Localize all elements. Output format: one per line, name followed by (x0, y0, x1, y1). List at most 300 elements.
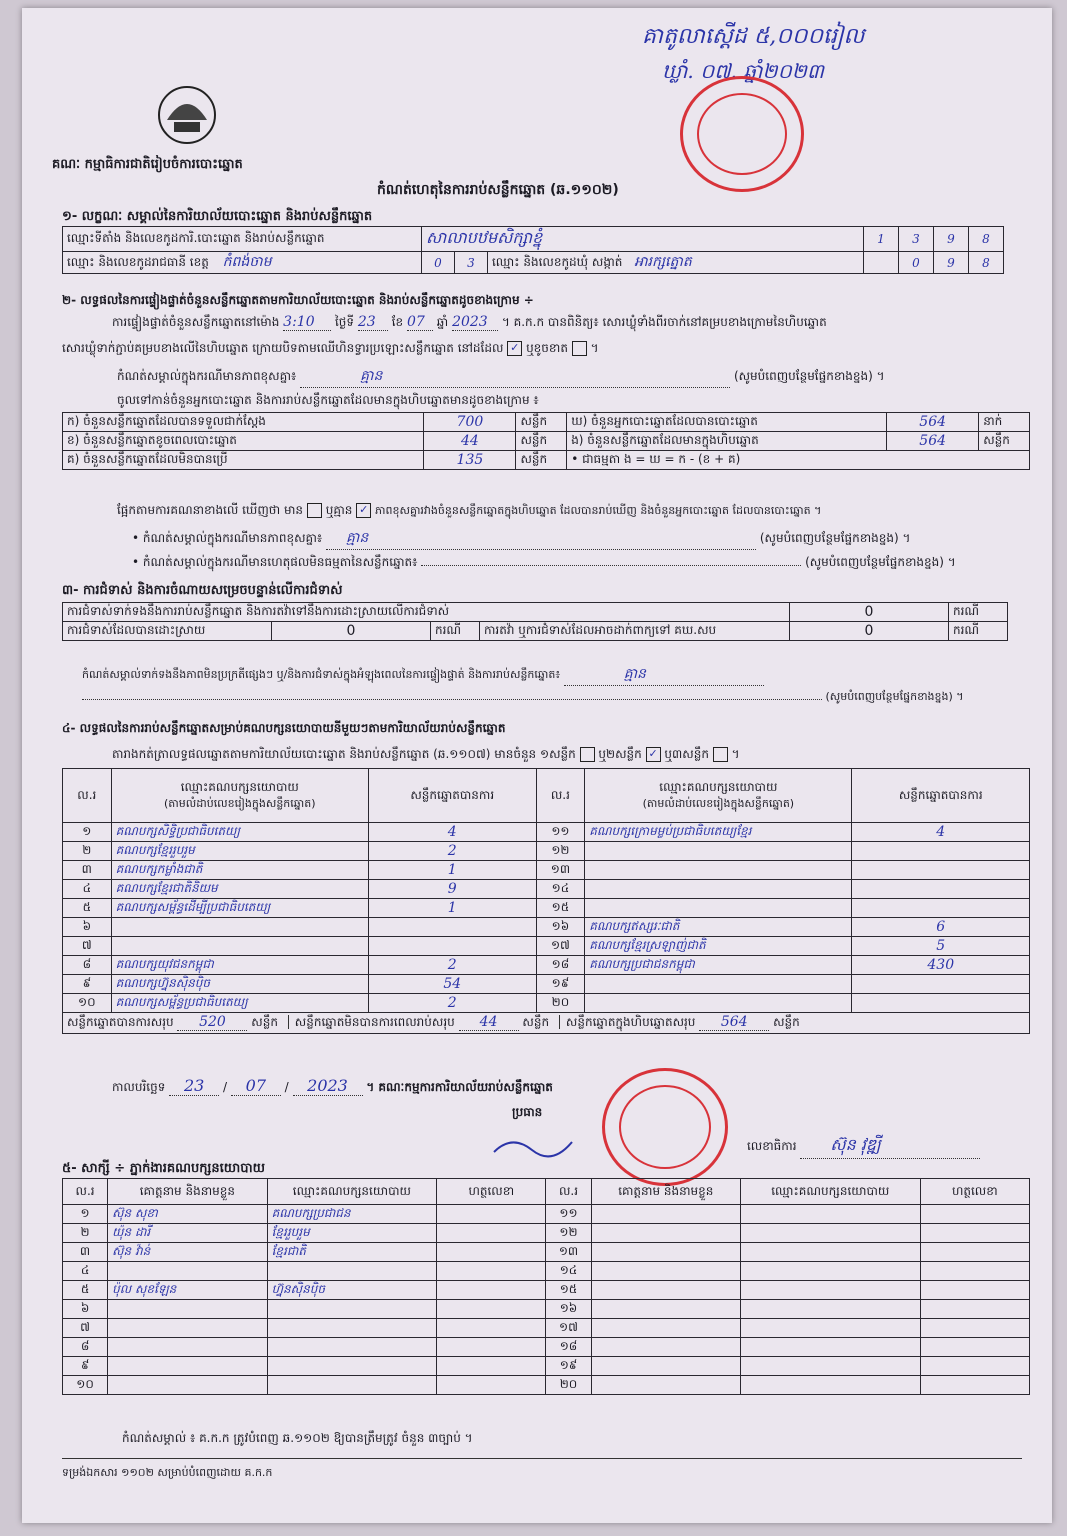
total-box-value: 564 (699, 1014, 769, 1031)
results-col-party-left (111, 769, 368, 823)
section5-title: ៥- សាក្សី ÷ ភ្នាក់ងារគណបក្សនយោបាយ (62, 1161, 265, 1176)
witness-col-no-right: ល.រ (546, 1179, 591, 1205)
witness-no: ១០ (63, 1376, 108, 1395)
witness-name (591, 1300, 740, 1319)
witness-party: ខ្មែររួបរួម (267, 1224, 437, 1243)
result-votes: 1 (368, 861, 536, 880)
result-date-day: 23 (169, 1076, 219, 1096)
count-b-label: ខ) ចំនួនសន្លឹកឆ្នោតខូចពេលបោះឆ្នោត (63, 432, 424, 451)
results-col-party-right (585, 769, 852, 823)
irregularity-note-value: គ្មាន (564, 664, 764, 686)
result-votes: 2 (368, 956, 536, 975)
result-votes: 5 (852, 937, 1030, 956)
count-d-label: ឃ) ចំនួនអ្នកបោះឆ្នោតដែលបានបោះឆ្នោត (567, 413, 887, 432)
result-votes: 9 (368, 880, 536, 899)
seal-text: សោរឃ្លុំទាក់ភ្ជាប់គម្របខាងលើនៃហិបឆ្នោត ក្រោយបិទតាមឈើហិនទ្វារប្រឡោះសន្លឹកឆ្នោត នៅដដែល (62, 341, 504, 355)
witness-signature (920, 1376, 1029, 1395)
result-votes (852, 861, 1030, 880)
damaged-label: ឬខូចខាត (526, 341, 568, 355)
section4-title: ៤- លទ្ធផលនៃការរាប់សន្លឹកឆ្នោតសម្រាប់គណបក្សនយោបាយនីមួយៗតាមការិយាល័យរាប់សន្លឹកឆ្នោត (62, 721, 506, 735)
appeal-label: ការតវ៉ា ឬការជំទាស់ដែលអាចដាក់ពាក្យទៅ គឃ.សប (480, 622, 790, 641)
witness-name (591, 1281, 740, 1300)
calculation-none-label: ឬគ្មាន (325, 503, 353, 517)
witness-party (267, 1376, 437, 1395)
witness-no: ៧ (63, 1319, 108, 1338)
witness-name: យ៉ុន ដារី (108, 1224, 267, 1243)
witness-no: ២០ (546, 1376, 591, 1395)
witness-party (741, 1319, 921, 1338)
commune-code-empty (864, 252, 899, 274)
total-box-unit: សន្លឹក (773, 1015, 800, 1029)
witness-signature (437, 1357, 546, 1376)
calculation-result-row (117, 502, 821, 520)
witness-table (62, 1178, 1030, 1395)
witness-no: ១៩ (546, 1357, 591, 1376)
irregularity-note-line (82, 699, 822, 700)
result-party-name: គណបក្សសម្ព័ន្ធប្រជាធិបតេយ្យ (111, 994, 368, 1013)
secretary-name: ស៊ុន វុឌ្ឍី (800, 1134, 980, 1159)
footer-divider (62, 1458, 1022, 1459)
complaints-row1-value: 0 (790, 603, 949, 622)
footnote: កំណត់សម្គាល់ ៖ គ.ក.ក ត្រូវបំពេញ ឆ.១១០២ ឱ្យបានត្រឹមត្រូវ ចំនួន ៣ច្បាប់ ។ (122, 1431, 473, 1445)
count-e-value: 564 (887, 432, 979, 451)
results-row (63, 994, 1030, 1013)
witness-name (108, 1357, 267, 1376)
witness-signature (437, 1243, 546, 1262)
witness-signature (920, 1262, 1029, 1281)
result-party-name (111, 918, 368, 937)
witness-party (741, 1205, 921, 1224)
results-row (63, 975, 1030, 994)
witness-no: ១៦ (546, 1300, 591, 1319)
result-party-name (111, 937, 368, 956)
witness-party (267, 1262, 437, 1281)
discrepancy-note-hint: (សូមបំពេញបន្ថែមផ្នែកខាងខ្នង) ។ (733, 369, 885, 383)
section3-title: ៣- ការជំទាស់ និងការចំណាយសម្រេចបន្ទាន់លើការជំទាស់ (62, 583, 343, 598)
irregularity-note-row2 (82, 690, 1032, 706)
witness-signature (920, 1224, 1029, 1243)
witness-no: ៣ (63, 1243, 108, 1262)
verification-year-label: ឆ្នាំ (436, 315, 449, 329)
witness-row (63, 1262, 1030, 1281)
verification-month-label: ខែ (391, 315, 404, 329)
count-a-value: 700 (424, 413, 516, 432)
result-party-name: គណបក្សខ្មែររួបរួម (111, 842, 368, 861)
result-no: ២០ (536, 994, 585, 1013)
section1-table (62, 226, 1004, 274)
province-code-2: 3 (455, 252, 488, 274)
witness-party (267, 1357, 437, 1376)
discrepancy-note-label: កំណត់សម្គាល់ក្នុងករណីមានភាពខុសគ្នា៖ (117, 369, 297, 383)
witness-no: ១៤ (546, 1262, 591, 1281)
result-no: ៩ (63, 975, 112, 994)
result-no: ១៨ (536, 956, 585, 975)
witness-party (741, 1300, 921, 1319)
result-party-name (585, 861, 852, 880)
abnormal-note-line (421, 565, 801, 566)
witness-signature (437, 1376, 546, 1395)
discrepancy-note-value: គ្មាន (300, 366, 730, 388)
witness-signature (437, 1300, 546, 1319)
witness-row (63, 1338, 1030, 1357)
commune-code-3: 8 (969, 252, 1004, 274)
result-votes: 4 (852, 823, 1030, 842)
checkbox-has-difference[interactable] (307, 503, 322, 518)
witness-col-name-right: គោត្តនាម និងនាមខ្លួន (591, 1179, 740, 1205)
irregularity-note-row (82, 664, 1032, 686)
secretary-row (747, 1134, 980, 1159)
verification-day: 23 (358, 314, 388, 331)
result-no: ១៩ (536, 975, 585, 994)
two-sheets-label: ឬ២សន្លឹក (598, 747, 642, 761)
checkbox-no-difference[interactable]: ✓ (356, 503, 371, 518)
result-votes (368, 918, 536, 937)
result-party-name: គណបក្សខ្មែរជាតិនិយម (111, 880, 368, 899)
abnormal-note-row (132, 554, 1012, 572)
result-no: ១០ (63, 994, 112, 1013)
witness-no: ៨ (63, 1338, 108, 1357)
witness-name (591, 1376, 740, 1395)
count-a-label: ក) ចំនួនសន្លឹកឆ្នោតដែលបានទទួលជាក់ស្ដែង (63, 413, 424, 432)
witness-col-no-left: ល.រ (63, 1179, 108, 1205)
results-row (63, 937, 1030, 956)
witness-name (108, 1262, 267, 1281)
witness-name (108, 1338, 267, 1357)
commune-label: ឈ្មោះ និងលេខកូដឃុំ សង្កាត់ (492, 255, 623, 269)
total-box-label: សន្លឹកឆ្នោតក្នុងហិបឆ្នោតសរុប (559, 1015, 696, 1029)
results-row (63, 918, 1030, 937)
document-page (22, 8, 1052, 1523)
irregularity-note-hint: (សូមបំពេញបន្ថែមផ្នែកខាងខ្នង) ។ (825, 690, 964, 703)
witness-signature (437, 1319, 546, 1338)
results-row (63, 956, 1030, 975)
verification-day-label: ថ្ងៃទី (335, 315, 355, 329)
witness-no: ១៣ (546, 1243, 591, 1262)
count-c-label: គ) ចំនួនសន្លឹកឆ្នោតដែលមិនបានប្រើ (63, 451, 424, 470)
secretary-label: លេខាធិការ (747, 1139, 797, 1153)
result-party-name: គណបក្សក្រោមម្លប់ប្រជាធិបតេយ្យខ្មែរ (585, 823, 852, 842)
count-d-unit: នាក់ (979, 413, 1030, 432)
province-value: កំពង់ចាម (222, 254, 272, 270)
witness-row (63, 1357, 1030, 1376)
witness-col-name-left: គោត្តនាម និងនាមខ្លួន (108, 1179, 267, 1205)
commune-value: អារក្សត្នោត (634, 254, 692, 270)
results-row (63, 861, 1030, 880)
result-party-name (585, 975, 852, 994)
witness-signature (920, 1338, 1029, 1357)
witness-party (267, 1338, 437, 1357)
result-votes (852, 994, 1030, 1013)
witness-signature (920, 1243, 1029, 1262)
total-invalid-label: សន្លឹកឆ្នោតមិនបានការពេលរាប់សរុប (288, 1015, 455, 1029)
count-b-value: 44 (424, 432, 516, 451)
commune-code-1: 0 (899, 252, 934, 274)
result-date-month: 07 (231, 1076, 281, 1096)
result-date-label: កាលបរិច្ឆេទ (112, 1080, 166, 1094)
witness-no: ១៧ (546, 1319, 591, 1338)
witness-no: ៦ (63, 1300, 108, 1319)
province-code-1: 0 (422, 252, 455, 274)
count-intro: ចូលទៅកាន់ចំនួនអ្នកបោះឆ្នោត និងការរាប់សន្លឹកឆ្នោតដែលមានក្នុងហិបឆ្នោតមានដូចខាងក្រោម ៖ (117, 393, 539, 407)
witness-party (741, 1281, 921, 1300)
result-no: ៥ (63, 899, 112, 918)
result-no: ១៧ (536, 937, 585, 956)
witness-party: គណបក្សប្រជាជន (267, 1205, 437, 1224)
results-table (62, 768, 1030, 1034)
total-invalid-unit: សន្លឹក (522, 1015, 550, 1029)
witness-name: ស៊ុន វ៉ាន់ (108, 1243, 267, 1262)
witness-name (591, 1338, 740, 1357)
result-party-name: គណបក្សខ្មែរស្រឡាញ់ជាតិ (585, 937, 852, 956)
witness-row (63, 1205, 1030, 1224)
count-c-unit: សន្លឹក (516, 451, 567, 470)
witness-row (63, 1300, 1030, 1319)
witness-name (108, 1319, 267, 1338)
witness-name (591, 1357, 740, 1376)
difference-note-value: គ្មាន (326, 528, 756, 550)
result-votes: 6 (852, 918, 1030, 937)
difference-note-label: • កំណត់សម្គាល់ក្នុងករណីមានភាពខុសគ្នា៖ (132, 531, 323, 545)
witness-name: ស៊ុន សុខា (108, 1205, 267, 1224)
checkbox-same[interactable]: ✓ (507, 341, 522, 356)
results-col-no-left: ល.រ (63, 769, 112, 823)
appeal-value: 0 (790, 622, 949, 641)
section1-title: ១- លក្ខណៈ សម្គាល់នៃការិយាល័យបោះឆ្នោត និងរាប់សន្លឹកឆ្នោត (62, 209, 373, 224)
witness-name (108, 1300, 267, 1319)
results-row (63, 899, 1030, 918)
witness-signature (437, 1205, 546, 1224)
results-totals-row (63, 1013, 1030, 1034)
result-votes (852, 899, 1030, 918)
result-date-year: 2023 (293, 1076, 363, 1096)
verification-line2: សោរឃ្លុំទាក់ភ្ជាប់គម្របខាងលើនៃហិបឆ្នោត ក្រោយបិទតាមឈើហិនទ្វារប្រឡោះសន្លឹកឆ្នោត នៅដដែល ✓ ឬខូចខាត ។ (62, 341, 599, 355)
result-party-name: គណបក្សហ្វ៊ុនស៊ិនប៉ិច (111, 975, 368, 994)
witness-row (63, 1243, 1030, 1262)
tally-sheet-row: តារាងកត់ត្រាលទ្ធផលឆ្នោតតាមការិយាល័យបោះឆ្នោត និងរាប់សន្លឹកឆ្នោត (ឆ.១១០៧) មានចំនួន ១សន្លឹក ឬ២សន្លឹក ✓ ឬ៣សន្លឹក ។ (112, 747, 740, 761)
location-code-3: 9 (934, 227, 969, 252)
witness-party: ហ្វ៊ុនស៊ិនប៉ិច (267, 1281, 437, 1300)
count-e-unit: សន្លឹក (979, 432, 1030, 451)
witness-row (63, 1319, 1030, 1338)
witness-no: ១៨ (546, 1338, 591, 1357)
count-e-label: ង) ចំនួនសន្លឹកឆ្នោតដែលមានក្នុងហិបឆ្នោត (567, 432, 887, 451)
witness-signature (437, 1338, 546, 1357)
witness-signature (437, 1224, 546, 1243)
irregularity-note-label: កំណត់សម្គាល់ទាក់ទងនឹងភាពមិនប្រក្រតីផ្សេងៗ ឬ/និងការជំទាស់ក្នុងអំឡុងពេលនៃការផ្ទៀងផ្ទាត់ និងការរាប់សន្លឹកឆ្នោត៖ (82, 668, 561, 681)
witness-name: ប៉ុល សុខឡែន (108, 1281, 267, 1300)
total-invalid-value: 44 (459, 1014, 519, 1031)
witness-name (591, 1205, 740, 1224)
witness-name (591, 1319, 740, 1338)
result-party-name: គណបក្សឥស្សរៈជាតិ (585, 918, 852, 937)
witness-signature (920, 1357, 1029, 1376)
result-party-name (585, 880, 852, 899)
witness-name (591, 1243, 740, 1262)
witness-no: ១១ (546, 1205, 591, 1224)
witness-signature (437, 1281, 546, 1300)
verification-year: 2023 (452, 314, 498, 331)
calculation-has-label: ផ្អែកតាមការគណនាខាងលើ ឃើញថា មាន (117, 503, 304, 517)
result-votes: 2 (368, 994, 536, 1013)
handwritten-note-line1: គាតូលាស្ដើដ ៥,០០០រៀល (642, 24, 865, 49)
result-party-name (585, 899, 852, 918)
result-no: ១៤ (536, 880, 585, 899)
results-row (63, 823, 1030, 842)
results-col-party-right-title: ឈ្មោះគណបក្សនយោបាយ (659, 779, 778, 794)
count-b-unit: សន្លឹក (516, 432, 567, 451)
result-votes: 2 (368, 842, 536, 861)
result-date-row: កាលបរិច្ឆេទ 23 / 07 / 2023 ។ គណៈកម្មការការិយាល័យរាប់សន្លឹកឆ្នោត (112, 1076, 553, 1095)
official-stamp-top (680, 76, 804, 192)
chair-signature (492, 1132, 582, 1166)
witness-party (267, 1319, 437, 1338)
witness-party (741, 1376, 921, 1395)
witness-signature (920, 1205, 1029, 1224)
verification-time: 3:10 (283, 314, 331, 331)
checkbox-damaged[interactable] (572, 341, 587, 356)
result-party-name: គណបក្សប្រជាជនកម្ពុជា (585, 956, 852, 975)
count-a-unit: សន្លឹក (516, 413, 567, 432)
witness-no: ៩ (63, 1357, 108, 1376)
result-no: ៧ (63, 937, 112, 956)
difference-note-row (132, 528, 1012, 550)
result-no: ២ (63, 842, 112, 861)
emblem-icon (152, 80, 222, 150)
location-label: ឈ្មោះទីតាំង និងលេខកូដការិ.បោះឆ្នោត និងរាប់សន្លឹកឆ្នោត (63, 227, 422, 252)
province-label: ឈ្មោះ និងលេខកូដរាជធានី ខេត្ត (67, 255, 209, 269)
result-votes (368, 937, 536, 956)
discrepancy-note-row (117, 366, 1017, 388)
results-col-party-left-sub: (តាមលំដាប់លេខរៀងក្នុងសន្លឹកឆ្នោត) (164, 796, 316, 810)
result-votes: 1 (368, 899, 536, 918)
witness-no: ៤ (63, 1262, 108, 1281)
result-no: ៣ (63, 861, 112, 880)
calculation-text: ភាពខុសគ្នារវាងចំនួនសន្លឹកឆ្នោតក្នុងហិបឆ្នោត ដែលបានរាប់ឃើញ និងចំនួនអ្នកបោះឆ្នោត ដែលបានបោះឆ្នោត ។ (375, 504, 822, 517)
handwritten-note-line2: ឃ្លាំ. ០៧. ឆ្នាំ២០២៣ (662, 59, 824, 83)
count-formula: • ជាធម្មតា ង = ឃ = ក - (ខ + គ) (567, 451, 1030, 470)
resolved-label: ការជំទាស់ដែលបានដោះស្រាយ (63, 622, 272, 641)
witness-name (108, 1376, 267, 1395)
difference-note-hint: (សូមបំពេញបន្ថែមផ្នែកខាងខ្នង) ។ (759, 531, 911, 545)
witness-name (591, 1262, 740, 1281)
result-no: ១១ (536, 823, 585, 842)
total-valid-unit: សន្លឹក (251, 1015, 278, 1029)
witness-signature (437, 1262, 546, 1281)
abnormal-note-hint: (សូមបំពេញបន្ថែមផ្នែកខាងខ្នង) ។ (805, 555, 956, 569)
witness-col-party-right: ឈ្មោះគណបក្សនយោបាយ (741, 1179, 921, 1205)
result-no: ៦ (63, 918, 112, 937)
witness-no: ១២ (546, 1224, 591, 1243)
result-no: ៨ (63, 956, 112, 975)
witness-party (741, 1224, 921, 1243)
witness-row (63, 1224, 1030, 1243)
total-valid-label: សន្លឹកឆ្នោតបានការសរុប (67, 1015, 174, 1029)
total-valid-value: 520 (177, 1014, 247, 1031)
resolved-value: 0 (272, 622, 431, 641)
result-votes (852, 880, 1030, 899)
results-col-party-right-sub: (តាមលំដាប់លេខរៀងក្នុងសន្លឹកឆ្នោត) (642, 796, 795, 810)
location-value: សាលាបឋមសិក្សាខ្នុំ (422, 227, 864, 252)
witness-name (591, 1224, 740, 1243)
verification-month: 07 (407, 314, 433, 331)
tally-sheet-label: តារាងកត់ត្រាលទ្ធផលឆ្នោតតាមការិយាល័យបោះឆ្នោត និងរាប់សន្លឹកឆ្នោត (ឆ.១១០៧) មានចំនួន ១សន្លឹក (112, 747, 576, 761)
commune-row (488, 252, 864, 274)
result-votes: 54 (368, 975, 536, 994)
witness-signature (920, 1281, 1029, 1300)
form-title: កំណត់ហេតុនៃការរាប់សន្លឹកឆ្នោត (ឆ.១១០២) (377, 182, 619, 198)
location-code-4: 8 (969, 227, 1004, 252)
witness-party (741, 1262, 921, 1281)
committee-name: គណៈ កម្មាធិការជាតិរៀបចំការបោះឆ្នោត (52, 157, 243, 172)
result-no: ១២ (536, 842, 585, 861)
checkbox-one-sheet[interactable] (580, 747, 595, 762)
commune-code-2: 9 (934, 252, 969, 274)
result-party-name: គណបក្សសិទ្ធិប្រជាធិបតេយ្យ (111, 823, 368, 842)
witness-no: ១ (63, 1205, 108, 1224)
witness-party (741, 1338, 921, 1357)
section2-title: ២- លទ្ធផលនៃការផ្ទៀងផ្ទាត់ចំនួនសន្លឹកឆ្នោតតាមការិយាល័យបោះឆ្នោត និងរាប់សន្លឹកឆ្នោតដូចខាងក្រោម ÷ (62, 293, 534, 307)
result-no: ៤ (63, 880, 112, 899)
form-footer: ទម្រង់ឯកសារ ១១០២ សម្រាប់បំពេញដោយ គ.ក.ក (62, 1466, 273, 1479)
count-c-value: 135 (424, 451, 516, 470)
complaints-row1-label: ការជំទាស់ទាក់ទងនឹងការរាប់សន្លឹកឆ្នោត និងការតវ៉ាទៅនឹងការដោះស្រាយលើការជំទាស់ (63, 603, 790, 622)
result-party-name (585, 994, 852, 1013)
checkbox-three-sheets[interactable] (713, 747, 728, 762)
results-col-party-left-title: ឈ្មោះគណបក្សនយោបាយ (180, 779, 299, 794)
result-votes (852, 842, 1030, 861)
verification-line1 (112, 314, 1012, 332)
witness-col-party-left: ឈ្មោះគណបក្សនយោបាយ (267, 1179, 437, 1205)
abnormal-note-label: • កំណត់សម្គាល់ក្នុងករណីមានហេតុផលមិនធម្មតានៃសន្លឹកឆ្នោត៖ (132, 555, 418, 569)
witness-party (741, 1243, 921, 1262)
complaints-row1-unit: ករណី (949, 603, 1008, 622)
ballot-count-table (62, 412, 1030, 470)
resolved-unit: ករណី (431, 622, 480, 641)
result-no: ១៥ (536, 899, 585, 918)
witness-party: ខ្មែរជាតិ (267, 1243, 437, 1262)
province-row (63, 252, 422, 274)
results-row (63, 880, 1030, 899)
official-stamp-bottom (602, 1068, 728, 1186)
result-party-name (585, 842, 852, 861)
result-no: ១៦ (536, 918, 585, 937)
results-col-votes-left: សន្លឹកឆ្នោតបានការ (368, 769, 536, 823)
witness-col-sig-right: ហត្ថលេខា (920, 1179, 1029, 1205)
witness-party (267, 1300, 437, 1319)
witness-party (741, 1357, 921, 1376)
three-sheets-label: ឬ៣សន្លឹក (664, 747, 709, 761)
checkbox-two-sheets[interactable]: ✓ (646, 747, 661, 762)
witness-row (63, 1281, 1030, 1300)
result-votes (852, 975, 1030, 994)
result-votes: 4 (368, 823, 536, 842)
result-no: ១ (63, 823, 112, 842)
witness-no: ២ (63, 1224, 108, 1243)
results-row (63, 842, 1030, 861)
witness-no: ១៥ (546, 1281, 591, 1300)
result-no: ១៣ (536, 861, 585, 880)
result-party-name: គណបក្សកម្លាំងជាតិ (111, 861, 368, 880)
chair-label: ប្រធាន (512, 1105, 543, 1119)
verification-time-label: ការផ្ទៀងផ្ទាត់ចំនួនសន្លឹកឆ្នោតនៅម៉ោង (112, 315, 280, 329)
result-party-name: គណបក្សសម្ព័ន្ធដើម្បីប្រជាធិបតេយ្យ (111, 899, 368, 918)
result-party-name: គណបក្សយុវជនកម្ពុជា (111, 956, 368, 975)
results-col-no-right: ល.រ (536, 769, 585, 823)
count-d-value: 564 (887, 413, 979, 432)
results-col-votes-right: សន្លឹកឆ្នោតបានការ (852, 769, 1030, 823)
complaints-table (62, 602, 1008, 641)
witness-col-sig-left: ហត្ថលេខា (437, 1179, 546, 1205)
